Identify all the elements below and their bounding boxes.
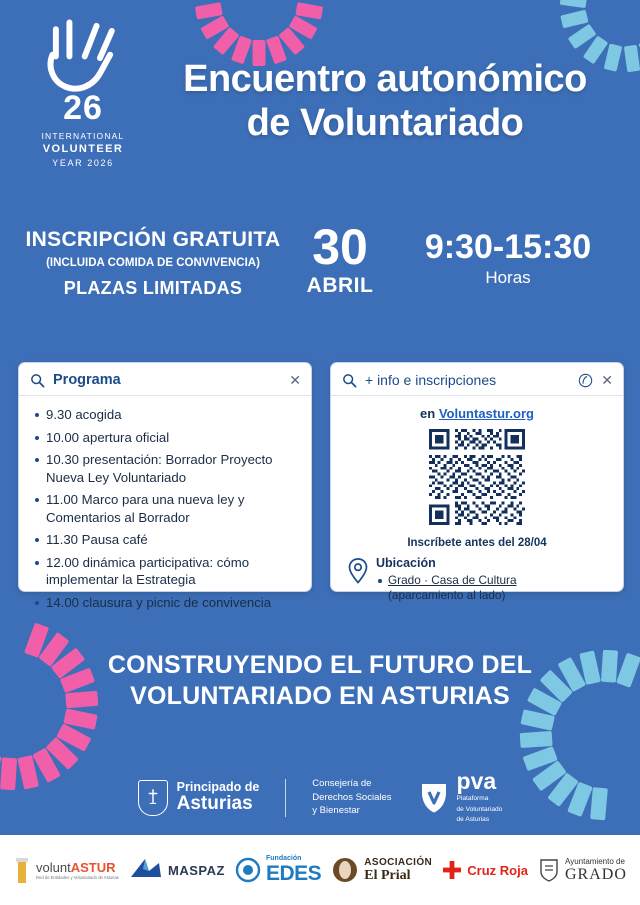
program-card (18, 362, 312, 610)
hand-v-icon (40, 14, 126, 92)
event-date (292, 219, 388, 298)
voluntastur-name: voluntASTUR (36, 859, 116, 875)
search-icon[interactable] (30, 373, 45, 388)
program-card-header (19, 363, 311, 396)
iyv-logo (28, 14, 138, 168)
list-item: 9.30 acogida (33, 406, 299, 424)
deadline-text: Inscríbete antes del 28/04 (407, 537, 547, 549)
maspaz-logo (129, 855, 225, 885)
maspaz-mark-icon (129, 855, 163, 885)
registration-meal-note: (INCLUIDA COMIDA DE CONVIVENCIA) (46, 257, 260, 269)
website-link[interactable]: Voluntastur.org (438, 406, 534, 421)
website-prefix: en (420, 406, 439, 421)
slogan (60, 650, 580, 711)
website-line (343, 406, 611, 421)
location-note: (aparcamiento al lado) (388, 588, 506, 603)
cruz-roja-name: Cruz Roja (467, 862, 528, 878)
logo-line2: VOLUNTEER (42, 143, 124, 155)
edes-fundacion: Fundación (266, 854, 302, 862)
page-title (150, 58, 620, 145)
time-range: 9:30-15:30 (424, 228, 592, 266)
program-list (19, 396, 311, 624)
edes-mark-icon (235, 857, 261, 883)
cruz-roja-logo (442, 860, 528, 880)
title-line-1: Encuentro autonómico (183, 58, 587, 100)
edes-name: EDES (266, 861, 322, 885)
list-item: 14.00 clausura y picnic de convivencia (33, 594, 299, 612)
date-month: ABRIL (306, 274, 374, 297)
voluntastur-logo (13, 855, 119, 885)
location-title: Ubicación (376, 556, 436, 570)
shield-icon[interactable] (578, 373, 593, 388)
info-card (330, 362, 624, 603)
shield-icon (138, 780, 168, 816)
registration-free: INSCRIPCIÓN GRATUITA (25, 228, 281, 251)
pva-logo (418, 770, 503, 825)
logo-line3: YEAR 2026 (52, 158, 114, 168)
title-line-2: de Voluntariado (246, 101, 524, 144)
info-card-header (331, 363, 623, 396)
crest-icon (538, 857, 560, 883)
consejeria-text (312, 777, 391, 818)
logo-line1: INTERNATIONAL (41, 131, 125, 141)
tower-icon (13, 855, 31, 885)
grado-line-1: Ayuntamiento de (565, 856, 625, 866)
time-label: Horas (485, 268, 531, 287)
divider (285, 779, 286, 817)
edes-logo (235, 855, 321, 886)
ayuntamiento-grado-logo (538, 857, 627, 884)
close-icon[interactable]: ✕ (601, 372, 613, 388)
slogan-line-1: CONSTRUYENDO EL FUTURO DEL (107, 651, 533, 679)
location-item (376, 573, 517, 604)
maspaz-name: MASPAZ (167, 862, 225, 878)
pva-mark-icon (418, 781, 450, 815)
list-item: 10.30 presentación: Borrador Proyecto Nueva Ley Voluntariado (33, 451, 299, 486)
decorative-arc-pink-top (195, 0, 323, 66)
pva-name: pva (456, 768, 497, 795)
registration-info (18, 228, 288, 299)
map-pin-icon (347, 557, 369, 585)
prial-mark-icon (331, 856, 359, 884)
list-item: 12.00 dinámica participativa: cómo implementar la Estrategia (33, 554, 299, 589)
logo-year: 26 (63, 89, 103, 127)
info-card-title: + info e inscripciones (365, 372, 497, 388)
pva-sub-3: de Asturias (456, 816, 490, 824)
info-card-body (331, 396, 623, 614)
pva-sub-2: de Voluntariado (456, 805, 503, 813)
location-link[interactable]: Grado · Casa de Cultura (388, 573, 517, 587)
location-block (343, 556, 611, 604)
consejeria-line-2: Derechos Sociales (312, 791, 392, 803)
voluntastur-tagline: Red de Entidades y Voluntariado de Asturias (36, 874, 119, 880)
asturias-line-1: Principado de (176, 779, 260, 794)
consejeria-line-1: Consejería de (312, 777, 372, 789)
sponsor-row-primary (0, 760, 640, 835)
asturias-line-2: Asturias (176, 793, 253, 815)
prial-name: El Prial (364, 867, 411, 883)
close-icon[interactable]: ✕ (289, 372, 301, 388)
prial-asociacion: ASOCIACIÓN (364, 856, 433, 868)
grado-line-2: GRADO (565, 865, 627, 883)
event-time (398, 230, 618, 288)
principado-asturias-logo (138, 780, 260, 816)
el-prial-logo (331, 856, 432, 884)
consejeria-line-3: y Bienestar (312, 805, 360, 817)
date-day: 30 (312, 219, 368, 275)
sponsor-row-footer (0, 835, 640, 905)
registration-limited: PLAZAS LIMITADAS (63, 278, 243, 298)
program-card-title: Programa (53, 372, 121, 388)
list-item: 10.00 apertura oficial (33, 429, 299, 447)
pva-sub-1: Plataforma (456, 795, 489, 803)
search-icon[interactable] (342, 373, 357, 388)
red-cross-icon (442, 860, 462, 880)
list-item: 11.00 Marco para una nueva ley y Comentarios al Borrador (33, 491, 299, 526)
list-item: 11.30 Pausa café (33, 531, 299, 549)
qr-code[interactable] (429, 429, 525, 525)
slogan-line-2: VOLUNTARIADO EN ASTURIAS (130, 681, 510, 710)
